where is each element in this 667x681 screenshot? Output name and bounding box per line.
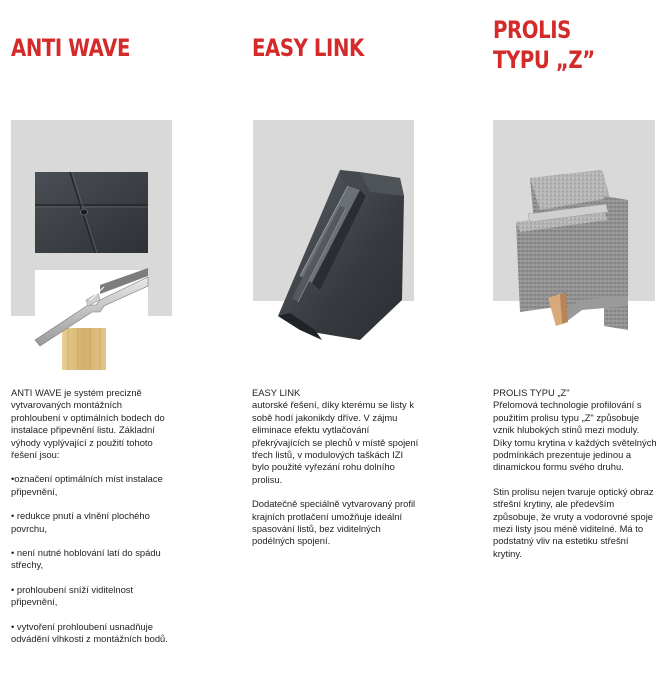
easy-link-text [252,387,420,548]
anti-wave-photo-panel [11,120,172,316]
easy-link-paragraph-2: Dodatečně speciálně vytvarovaný profil krajních protlačení umožňuje ideální spasování listů, bez viditelných podélných spojení. [252,498,416,547]
prolis-z-heading: PROLIS TYPU „Z" [493,387,570,398]
prolis-z-title [493,15,595,75]
prolis-z-title-line-2: TYPU „Z” [493,46,595,74]
anti-wave-benefit-2: • redukce pnutí a vlnění plochého povrchu, [11,510,150,534]
anti-wave-intro: ANTI WAVE je systém precizně vytvarovaných montážních prohloubení v optimálních bodech do instalace připevnění listu. Základní výhody vyplývající z použití tohoto řešení jsou: [11,387,165,461]
anti-wave-benefit-4: • prohloubení sníží viditelnost připevnění, [11,583,134,608]
prolis-z-title-line-1: PROLIS [493,16,571,44]
anti-wave-benefit-1: •označení optimálních míst instalace připevnění, [11,473,163,497]
anti-wave-title: ANTI WAVE [11,34,131,62]
easy-link-heading: EASY LINK [252,387,301,398]
prolis-z-text [493,387,659,560]
anti-wave-benefit-5: • vytvoření prohloubení usnadňuje odvádění vlhkosti z montážních bodů. [11,620,168,645]
easy-link-paragraph-1: autorské řešení, díky kterému se listy k sobě hodí jakonikdy dříve. V zájmu eliminace efektu vytlačování překrývajících se plechů v místě spojení třech listů, v modulových taškách IZI bylo použité vyřezání rohu dolního prolisu. [252,399,419,485]
anti-wave-benefit-3: • není nutné hoblování latí do spádu střechy, [11,547,161,571]
prolis-z-photo-panel [493,120,655,301]
easy-link-photo-panel [253,120,414,301]
prolis-z-paragraph-1: Přelomová technologie profilování s použitím prolisu typu „Z" způsobuje vznik hlubokých stínů mezi moduly. Díky tomu krytina v každých světelných podmínkách prezentuje jedinou a dinamickou formu svého druhu. [493,399,657,473]
prolis-z-paragraph-2: Stin prolisu nejen tvaruje optický obraz střešní krytiny, ale především způsobuje, že vruty a vodorovné spoje mezi listy jsou méně viditelné. Má to podstatný vliv na estetiku střešní krytiny. [493,485,654,559]
easy-link-title: EASY LINK [252,34,364,62]
anti-wave-text [11,387,171,646]
